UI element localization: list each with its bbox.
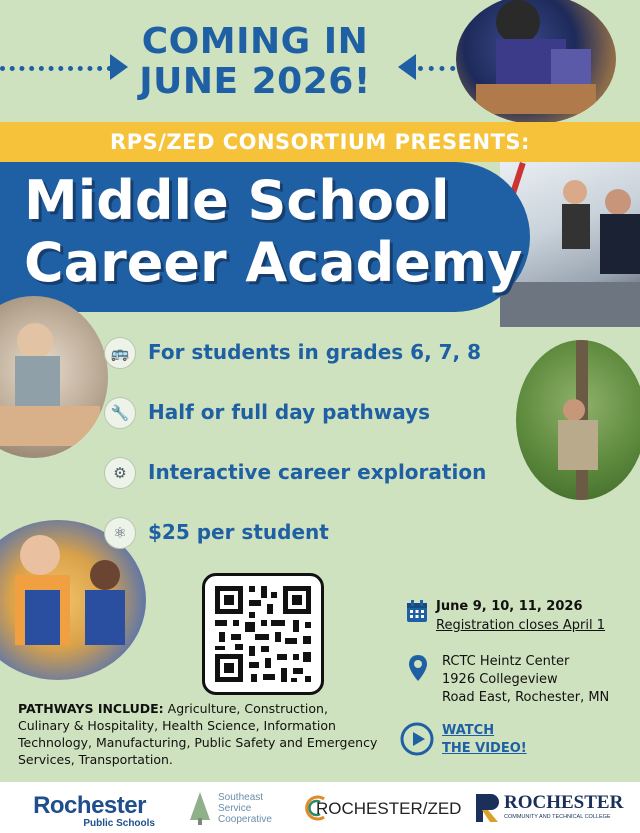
rochester-public-schools-logo: [12, 794, 167, 830]
tree-icon: [186, 790, 214, 826]
logo2-line1: Southeast: [218, 792, 264, 803]
atom-icon: [104, 517, 136, 549]
logo4-sub: COMMUNITY AND TECHNICAL COLLEGE: [504, 814, 611, 820]
location-line3: Road East, Rochester, MN: [442, 690, 610, 705]
watch-line2: THE VIDEO!: [442, 741, 527, 756]
bus-glyph: 🚌: [110, 344, 130, 362]
pathways-text: [18, 700, 378, 768]
logo2-line3: Cooperative: [218, 814, 272, 825]
page-title: [24, 170, 522, 294]
tools-glyph: 🔧: [110, 404, 130, 422]
headline-line1: COMING IN: [141, 21, 369, 62]
logo1-sub: Public Schools: [83, 818, 155, 829]
rochester-zed-logo: ROCHESTER/ZED: [316, 799, 462, 818]
southeast-service-cooperative-logo: [218, 792, 272, 825]
network-glyph: ⚙: [113, 464, 127, 482]
registration-link[interactable]: Registration closes April 1: [436, 618, 606, 633]
headline: [120, 22, 390, 102]
footer-logos: [0, 782, 640, 833]
lab-photo: [0, 296, 108, 458]
pathways-list: Agriculture, Construction, Culinary & Hospitality, Health Science, Information Technology, Manufacturing, Public Safety and Emergency Services, Transportation.: [18, 701, 378, 767]
watch-line1: WATCH: [442, 723, 495, 738]
network-icon: [104, 457, 136, 489]
pathways-label: PATHWAYS INCLUDE:: [18, 701, 164, 716]
feature-price: $25 per student: [148, 520, 329, 544]
location-line1: RCTC Heintz Center: [442, 654, 570, 669]
tools-icon: [104, 397, 136, 429]
location: [442, 653, 609, 707]
event-dates: June 9, 10, 11, 2026: [436, 599, 583, 614]
logo4-main: ROCHESTER: [504, 792, 624, 813]
qr-code[interactable]: [202, 573, 324, 695]
rctc-logo: [504, 793, 623, 821]
logo2-line2: Service: [218, 803, 252, 814]
feature-pathways: Half or full day pathways: [148, 400, 431, 424]
play-icon[interactable]: [400, 722, 434, 756]
location-line2: 1926 Collegeview: [442, 672, 558, 687]
logo1-main: Rochester: [33, 792, 146, 819]
qr-code-image: [205, 576, 321, 692]
calendar-icon: [406, 599, 428, 623]
feature-grades: For students in grades 6, 7, 8: [148, 340, 482, 364]
left-dotted-line: [0, 66, 112, 71]
consortium-banner: RPS/ZED CONSORTIUM PRESENTS:: [0, 122, 640, 162]
left-arrow-icon: [398, 54, 416, 80]
rctc-r-icon: [474, 792, 500, 824]
title-line1: Middle School: [24, 169, 450, 232]
location-pin-icon: [408, 654, 428, 682]
welding-photo: [456, 0, 616, 124]
headline-line2: JUNE 2026!: [139, 61, 371, 102]
title-line2: Career Academy: [24, 231, 523, 294]
watch-video-link[interactable]: [442, 722, 527, 758]
feature-exploration: Interactive career exploration: [148, 460, 487, 484]
ranger-photo: [516, 340, 640, 500]
atom-glyph: ⚛: [113, 524, 127, 542]
bus-icon: [104, 337, 136, 369]
